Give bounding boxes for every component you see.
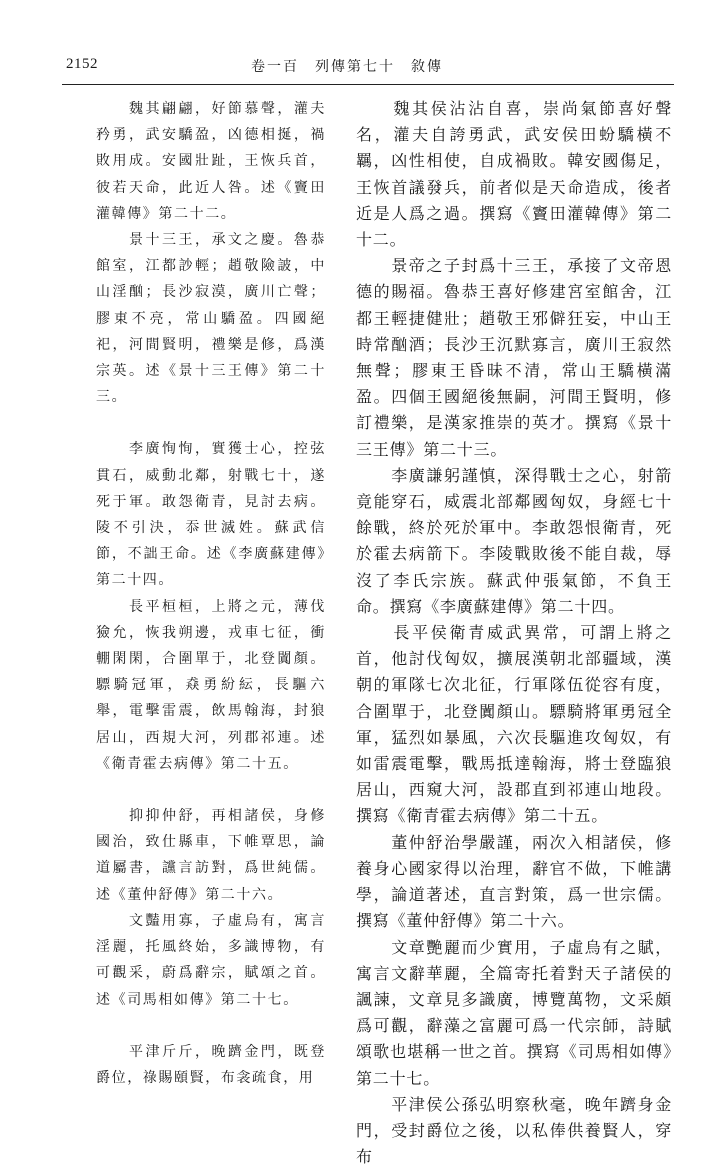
left-paragraph: 魏其翩翩，好節慕聲，灌夫矜勇，武安驕盈，凶德相挻，禍敗用成。安國壯趾，王恢兵首，彼若天命，此近人咎。述《竇田灌韓傳》第二十二。 xyxy=(96,101,326,222)
left-paragraph: 長平桓桓，上將之元，薄伐獫允，恢我朔邊，戎車七征，衝輣閑閑，合圍單于，北登闐顏。驃騎冠軍，猋勇紛紜，長驅六舉，電擊雷震，飲馬翰海，封狼居山，西規大河，列郡祁連。述《衛青霍去病傳》第二十五。 xyxy=(96,598,326,772)
page-header xyxy=(66,56,666,78)
running-title: 卷一百 列傳第七十 敘傳 xyxy=(251,59,443,75)
right-paragraph: 平津侯公孫弘明察秋毫，晚年躋身金門，受封爵位之後，以私俸供養賢人，穿布 xyxy=(356,1094,672,1167)
page-number: 2152 xyxy=(66,56,98,72)
right-paragraph: 李廣謙躬謹慎，深得戰士之心，射箭竟能穿石，威震北部鄰國匈奴，身經七十餘戰，終於死於軍中。李敢怨恨衛青，死於霍去病箭下。李陵戰敗後不能自裁，辱沒了李氏宗族。蘇武仲張氣節，不負王命。撰寫《李廣蘇建傳》第二十四。 xyxy=(356,465,672,616)
left-paragraph: 平津斤斤，晚躋金門，既登爵位，祿賜頤賢，布衾疏食，用 xyxy=(96,1043,326,1086)
right-paragraph: 長平侯衛青威武異常，可謂上將之首，他討伐匈奴，擴展漢朝北部疆域，漢朝的軍隊七次北征，行軍隊伍從容有度，合圍單于，北登闐顏山。驃騎將軍勇冠全軍，猛烈如暴風，六次長驅進攻匈奴，有如雷震電擊，戰馬抵達翰海，將士登臨狼居山，西窺大河，設郡直到祁連山地段。撰寫《衛青霍去病傳》第二十五。 xyxy=(356,623,672,826)
header-rule xyxy=(62,84,674,85)
right-paragraph: 景帝之子封爲十三王，承接了文帝恩德的賜福。魯恭王喜好修建宮室館舍，江都王輕捷健壯；趙敬王邪僻狂妄，中山王時常酗酒；長沙王沉默寡言，廣川王寂然無聲；膠東王昏昧不清，常山王驕橫滿盈。四個王國絕後無嗣，河間王賢明，修訂禮樂，是漢家推崇的英才。撰寫《景十三王傳》第二十三。 xyxy=(356,256,672,459)
translation-column xyxy=(356,96,672,1170)
left-paragraph: 文豔用寡，子虛烏有，寓言淫麗，托風終始，多識博物，有可觀采，蔚爲辭宗，賦頌之首。述《司馬相如傳》第二十七。 xyxy=(96,912,326,1008)
right-paragraph: 文章艷麗而少實用，子虛烏有之賦，寓言文辭華麗，全篇寄托着對天子諸侯的諷諫，文章見多識廣，博覽萬物，文采頗爲可觀，辭藻之富麗可爲一代宗師，詩賦頌歌也堪稱一世之首。撰寫《司馬相如傳》第二十七。 xyxy=(356,937,672,1088)
left-paragraph: 抑抑仲舒，再相諸侯，身修國治，致仕縣車，下帷覃思，論道屬書，讜言訪對，爲世純儒。述《董仲舒傳》第二十六。 xyxy=(96,808,326,903)
left-paragraph: 景十三王，承文之慶。魯恭館室，江都訬輕；趙敬險詖，中山淫酗；長沙寂漠，廣川亡聲；膠東不亮，常山驕盈。四國絕祀，河間賢明，禮樂是修，爲漢宗英。述《景十三王傳》第二十三。 xyxy=(96,232,326,406)
right-paragraph: 董仲舒治學嚴謹，兩次入相諸侯，修養身心國家得以治理，辭官不做，下帷講學，論道著述，直言對策，爲一世宗儒。撰寫《董仲舒傳》第二十六。 xyxy=(356,832,672,931)
classical-text-column xyxy=(96,96,326,1091)
left-paragraph: 李廣恂恂，實獲士心，控弦貫石，威動北鄰，射戰七十，遂死于軍。敢怨衛青，見討去病。陵不引決，忝世滅姓。蘇武信節，不詘王命。述《李廣蘇建傳》第二十四。 xyxy=(96,441,326,589)
right-paragraph: 魏其侯沾沾自喜，崇尚氣節喜好聲名，灌夫自誇勇武，武安侯田蚡驕橫不羈，凶性相使，自成禍敗。韓安國傷足，王恢首議發兵，前者似是天命造成，後者近是人爲之過。撰寫《竇田灌韓傳》第二十二。 xyxy=(356,99,672,250)
